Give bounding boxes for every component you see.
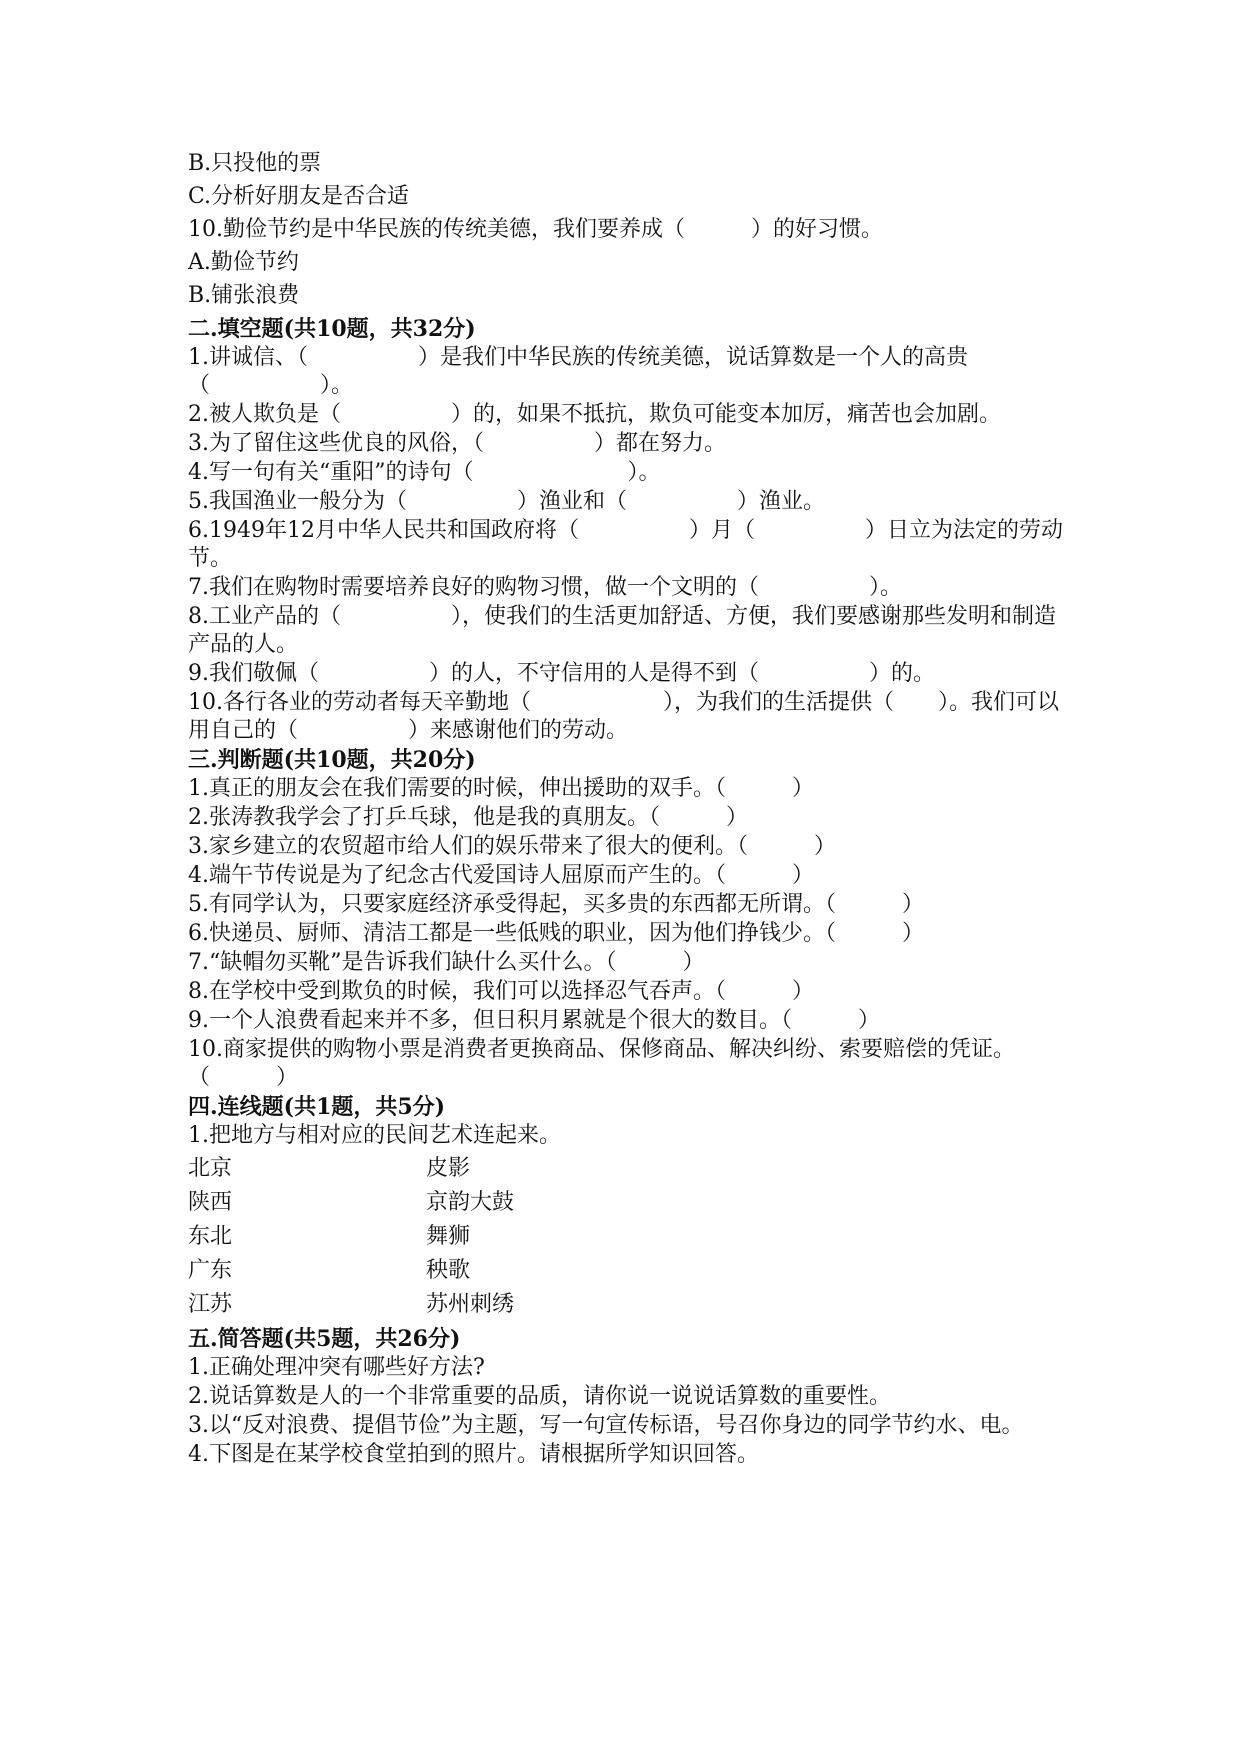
short-answer-item: 4.下图是在某学校食堂拍到的照片。请根据所学知识回答。: [188, 1442, 759, 1467]
matching-art: 秧歌: [426, 1258, 471, 1283]
section-heading-matching: 四.连线题(共1题，共5分): [188, 1094, 446, 1120]
matching-row: [188, 1257, 1068, 1291]
true-false-item: 3.家乡建立的农贸超市给人们的娱乐带来了很大的便利。（ ）: [188, 834, 836, 859]
true-false-item: 5.有同学认为，只要家庭经济承受得起，买多贵的东西都无所谓。（ ）: [188, 892, 924, 917]
fill-blank-item: 10.各行各业的劳动者每天辛勤地（ ），为我们的生活提供（ ）。我们可以用自己的（ ）来感谢他们的劳动。: [188, 690, 1059, 743]
fill-blank-item: 2.被人欺负是（ ）的，如果不抵抗，欺负可能变本加厉，痛苦也会加剧。: [188, 402, 1001, 427]
matching-row: [188, 1155, 1068, 1189]
matching-place: 东北: [188, 1224, 233, 1249]
fill-blank-item: 6.1949年12月中华人民共和国政府将（ ）月（ ）日立为法定的劳动节。: [188, 518, 1063, 571]
matching-question: 1.把地方与相对应的民间艺术连起来。: [188, 1123, 561, 1148]
true-false-item: 10.商家提供的购物小票是消费者更换商品、保修商品、解决纠纷、索要赔偿的凭证。（ ）: [188, 1037, 1015, 1090]
option-line: C.分析好朋友是否合适: [188, 184, 410, 209]
fill-blank-item: 9.我们敬佩（ ）的人，不守信用的人是得不到（ ）的。: [188, 661, 935, 686]
section-heading-true-false: 三.判断题(共10题，共20分): [188, 747, 476, 773]
true-false-item: 9.一个人浪费看起来并不多，但日积月累就是个很大的数目。（ ）: [188, 1008, 880, 1033]
short-answer-item: 3.以“反对浪费、提倡节俭”为主题，写一句宣传标语，号召你身边的同学节约水、电。: [188, 1413, 1024, 1438]
fill-blank-item: 8.工业产品的（ ），使我们的生活更加舒适、方便，我们要感谢那些发明和制造产品的人。: [188, 604, 1056, 657]
matching-place: 北京: [188, 1156, 233, 1181]
matching-art: 京韵大鼓: [426, 1190, 515, 1215]
matching-place: 江苏: [188, 1292, 233, 1317]
question-line: 10.勤俭节约是中华民族的传统美德，我们要养成（ ）的好习惯。: [188, 217, 883, 242]
fill-blank-item: 5.我国渔业一般分为（ ）渔业和（ ）渔业。: [188, 489, 825, 514]
section-heading-fill-blank: 二.填空题(共10题，共32分): [188, 316, 476, 342]
matching-place: 陕西: [188, 1190, 233, 1215]
matching-row: [188, 1223, 1068, 1257]
true-false-item: 6.快递员、厨师、清洁工都是一些低贱的职业，因为他们挣钱少。（ ）: [188, 921, 924, 946]
short-answer-item: 2.说话算数是人的一个非常重要的品质，请你说一说说话算数的重要性。: [188, 1384, 891, 1409]
matching-art: 苏州刺绣: [426, 1292, 515, 1317]
fill-blank-item: 7.我们在购物时需要培养良好的购物习惯，做一个文明的（ ）。: [188, 575, 902, 600]
true-false-item: 1.真正的朋友会在我们需要的时候，伸出援助的双手。（ ）: [188, 776, 814, 801]
true-false-item: 7.“缺帽勿买靴”是告诉我们缺什么买什么。（ ）: [188, 950, 705, 975]
matching-row: [188, 1189, 1068, 1223]
true-false-item: 2.张涛教我学会了打乒乓球，他是我的真朋友。（ ）: [188, 805, 748, 830]
matching-art: 舞狮: [426, 1224, 471, 1249]
option-line: B.铺张浪费: [188, 283, 300, 308]
fill-blank-item: 1.讲诚信、（ ）是我们中华民族的传统美德，说话算数是一个人的高贵（ ）。: [188, 345, 968, 398]
page-content: [188, 150, 1068, 1470]
matching-place: 广东: [188, 1258, 233, 1283]
fill-blank-item: 4.写一句有关“重阳”的诗句（ ）。: [188, 460, 661, 485]
fill-blank-item: 3.为了留住这些优良的风俗，（ ）都在努力。: [188, 431, 726, 456]
option-line: B.只投他的票: [188, 151, 322, 176]
true-false-item: 8.在学校中受到欺负的时候，我们可以选择忍气吞声。（ ）: [188, 979, 814, 1004]
section-heading-short-answer: 五.简答题(共5题，共26分): [188, 1326, 461, 1352]
matching-row: [188, 1291, 1068, 1325]
matching-art: 皮影: [426, 1156, 471, 1181]
true-false-item: 4.端午节传说是为了纪念古代爱国诗人屈原而产生的。（ ）: [188, 863, 814, 888]
option-line: A.勤俭节约: [188, 250, 299, 275]
short-answer-item: 1.正确处理冲突有哪些好方法?: [188, 1355, 485, 1380]
